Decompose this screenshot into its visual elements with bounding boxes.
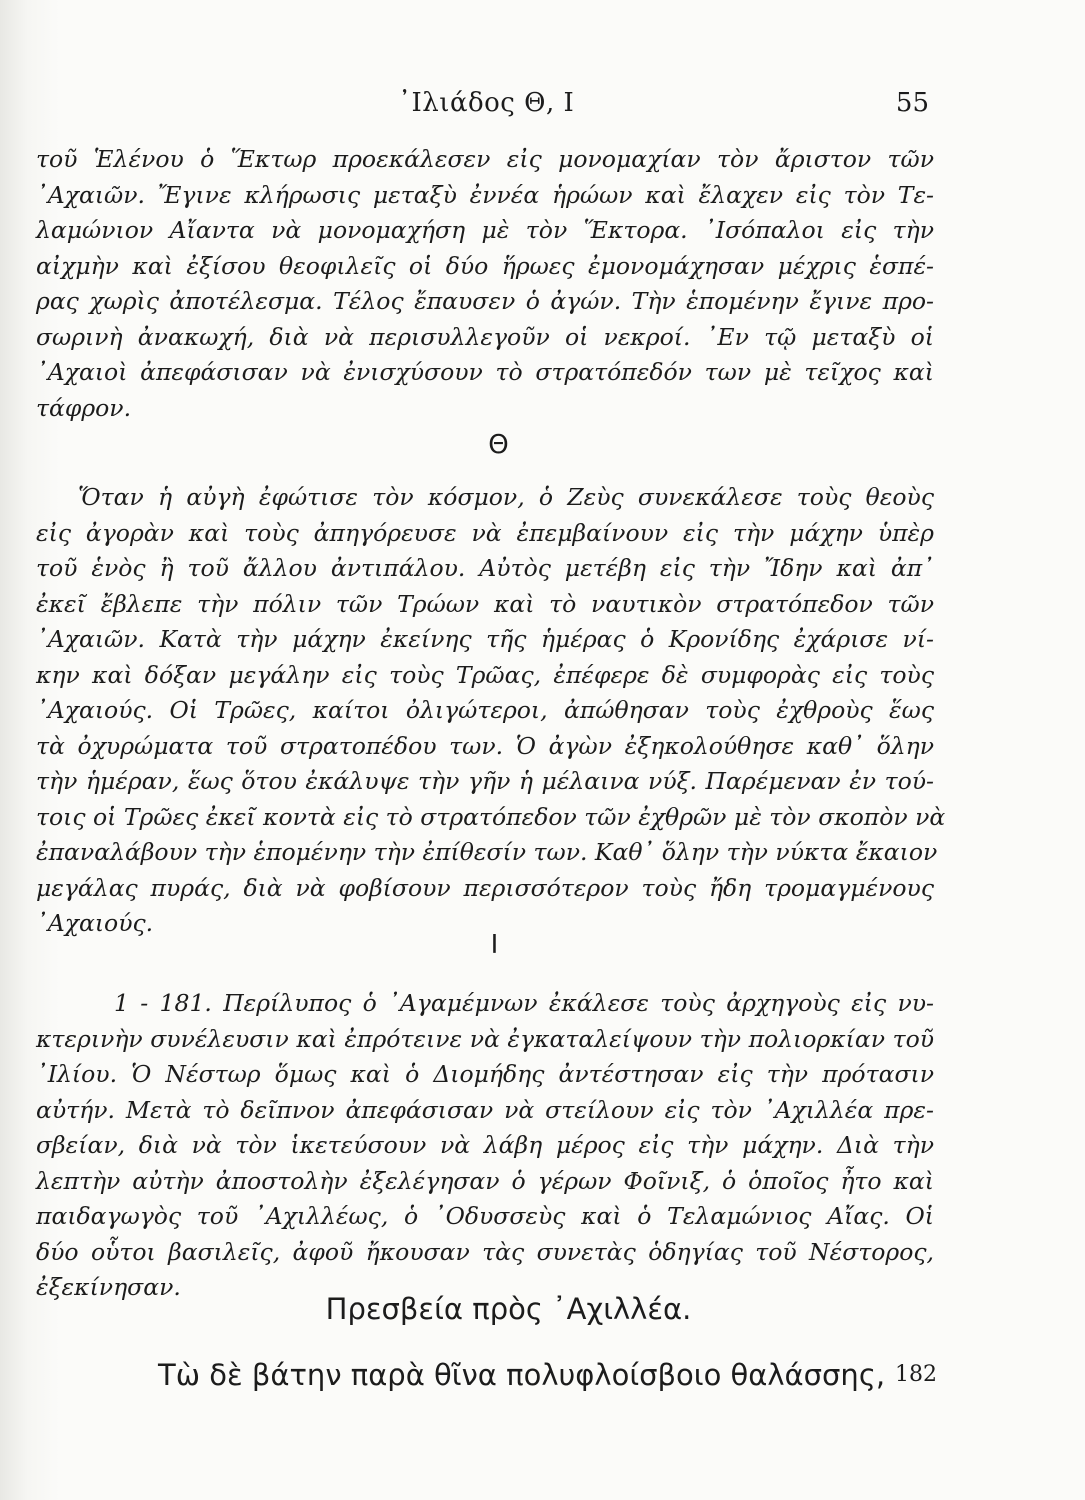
- text-line: κτερινὴν συνέλευσιν καὶ ἐπρότεινε νὰ ἐγκαταλείψουν τὴν πολιορκίαν τοῦ: [36, 1024, 934, 1053]
- summary-paragraph-1: [36, 142, 934, 426]
- text-line: Ὅταν ἡ αὐγὴ ἐφώτισε τὸν κόσμον, ὁ Ζεὺς συνεκάλεσε τοὺς θεοὺς: [78, 483, 934, 511]
- text-line: ρας χωρὶς ἀποτέλεσμα. Τέλος ἔπαυσεν ὁ ἀγών. Τὴν ἑπομένην ἔγινε προ-: [36, 287, 934, 315]
- text-line: τοῦ ἑνὸς ἢ τοῦ ἄλλου ἀντιπάλου. Αὐτὸς μετέβη εἰς τὴν Ἴδην καὶ ἀπ᾿: [36, 554, 934, 582]
- section-heading-iota: Ι: [490, 930, 499, 960]
- page-number: 55: [895, 88, 929, 118]
- text-line: ᾿Ιλίου. Ὁ Νέστωρ ὅμως καὶ ὁ Διομήδης ἀντέστησαν εἰς τὴν πρότασιν: [36, 1060, 934, 1088]
- text-line: ᾿Αχαιοὶ ἀπεφάσισαν νὰ ἐνισχύσουν τὸ στρατόπεδόν των μὲ τεῖχος καὶ: [36, 358, 934, 386]
- page-header: [0, 88, 1085, 124]
- text-line: τοις οἱ Τρῶες ἐκεῖ κοντὰ εἰς τὸ στρατόπεδον τῶν ἐχθρῶν μὲ τὸν σκοπὸν νὰ: [36, 802, 946, 831]
- verse-line: Τὼ δὲ βάτην παρὰ θῖνα πολυφλοίσβοιο θαλάσσης,: [158, 1358, 886, 1392]
- text-line: ᾿Αχαιῶν. Ἔγινε κλήρωσις μεταξὺ ἐννέα ἡρώων καὶ ἔλαχεν εἰς τὸν Τε-: [36, 180, 934, 209]
- text-line: σβείαν, διὰ νὰ τὸν ἱκετεύσουν νὰ λάβη μέρος εἰς τὴν μάχην. Διὰ τὴν: [36, 1131, 934, 1159]
- text-line: τάφρον.: [36, 393, 132, 422]
- text-line: αὐτήν. Μετὰ τὸ δεῖπνον ἀπεφάσισαν νὰ στείλουν εἰς τὸν ᾿Αχιλλέα πρε-: [36, 1095, 934, 1124]
- text-line: ἐξεκίνησαν.: [36, 1273, 181, 1301]
- text-line: ᾿Αχαιῶν. Κατὰ τὴν μάχην ἐκείνης τῆς ἡμέρας ὁ Κρονίδης ἐχάρισε νί-: [36, 625, 934, 653]
- text-line: παιδαγωγὸς τοῦ ᾿Αχιλλέως, ὁ ᾿Οδυσσεὺς καὶ ὁ Τελαμώνιος Αἴας. Οἱ: [36, 1202, 934, 1230]
- verse-line-number: 182: [895, 1362, 937, 1387]
- section-subtitle: Πρεσβεία πρὸς ᾿Αχιλλέα.: [325, 1292, 692, 1326]
- text-line: δύο οὗτοι βασιλεῖς, ἀφοῦ ἤκουσαν τὰς συνετὰς ὁδηγίας τοῦ Νέστορος,: [36, 1237, 934, 1266]
- text-line: σωρινὴ ἀνακωχή, διὰ νὰ περισυλλεγοῦν οἱ νεκροί. ᾿Εν τῷ μεταξὺ οἱ: [36, 322, 934, 351]
- text-line: τοῦ Ἑλένου ὁ Ἕκτωρ προεκάλεσεν εἰς μονομαχίαν τὸν ἄριστον τῶν: [36, 145, 934, 173]
- text-line: ᾿Αχαιούς. Οἱ Τρῶες, καίτοι ὀλιγώτεροι, ἀπώθησαν τοὺς ἐχθροὺς ἕως: [36, 696, 934, 724]
- summary-paragraph-2: [36, 480, 946, 942]
- text-line: λεπτὴν αὐτὴν ἀποστολὴν ἐξελέγησαν ὁ γέρων Φοῖνιξ, ὁ ὁποῖος ἦτο καὶ: [36, 1166, 934, 1195]
- text-line: κην καὶ δόξαν μεγάλην εἰς τοὺς Τρῶας, ἐπέφερε δὲ συμφορὰς εἰς τοὺς: [36, 660, 934, 689]
- text-line: τὴν ἡμέραν, ἕως ὅτου ἐκάλυψε τὴν γῆν ἡ μέλαινα νύξ. Παρέμεναν ἐν τού-: [36, 767, 934, 795]
- text-line: μεγάλας πυράς, διὰ νὰ φοβίσουν περισσότερον τοὺς ἤδη τρομαγμένους: [36, 873, 934, 902]
- text-line: 1 - 181. Περίλυπος ὁ ᾿Αγαμέμνων ἐκάλεσε τοὺς ἀρχηγοὺς εἰς νυ-: [114, 989, 934, 1017]
- text-line: εἰς ἀγορὰν καὶ τοὺς ἀπηγόρευσε νὰ ἐπεμβαίνουν εἰς τὴν μάχην ὑπὲρ: [36, 518, 934, 547]
- text-line: ᾿Αχαιούς.: [36, 909, 154, 937]
- section-heading-theta: Θ: [488, 430, 509, 460]
- running-title: ᾿Ιλιάδος Θ, Ι: [398, 88, 575, 118]
- text-line: ἐκεῖ ἔβλεπε τὴν πόλιν τῶν Τρώων καὶ τὸ ναυτικὸν στρατόπεδον τῶν: [36, 589, 934, 618]
- text-line: αἰχμὴν καὶ ἐξίσου θεοφιλεῖς οἱ δύο ἥρωες ἐμονομάχησαν μέχρις ἑσπέ-: [36, 251, 934, 280]
- summary-paragraph-3: [36, 986, 934, 1306]
- text-line: τὰ ὀχυρώματα τοῦ στρατοπέδου των. Ὁ ἀγὼν ἐξηκολούθησε καθ᾿ ὅλην: [36, 731, 934, 760]
- text-line: ἐπαναλάβουν τὴν ἑπομένην τὴν ἐπίθεσίν των. Καθ᾿ ὅλην τὴν νύκτα ἔκαιον: [36, 838, 938, 866]
- text-line: λαμώνιον Αἴαντα νὰ μονομαχήση μὲ τὸν Ἕκτορα. ᾿Ισόπαλοι εἰς τὴν: [36, 216, 934, 244]
